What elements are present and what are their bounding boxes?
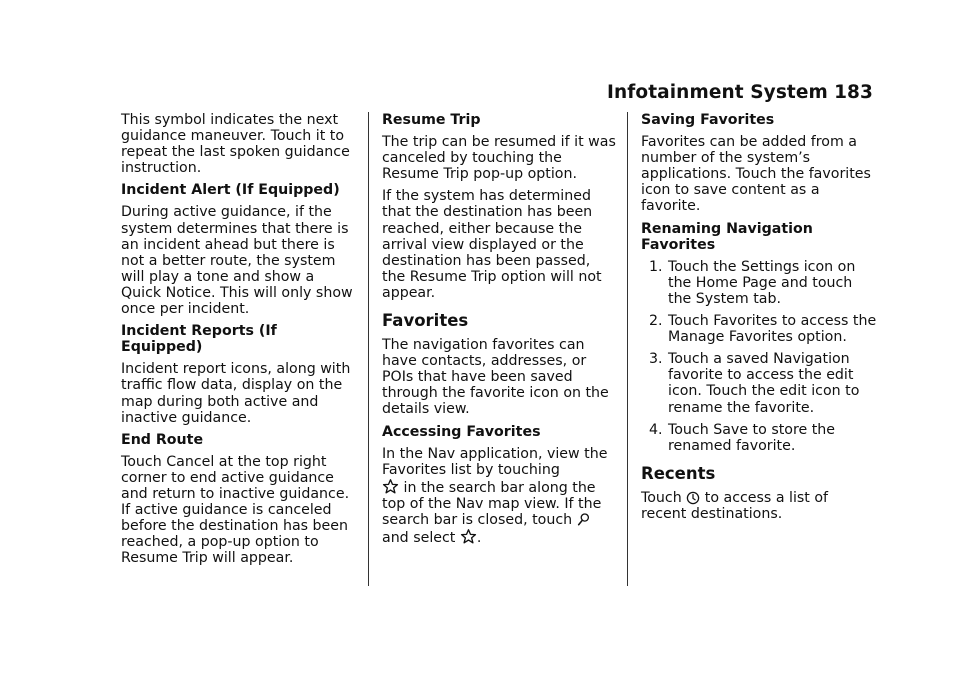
access-text-b: in the search bar along the top of the Nav map view. If the search bar is closed, touch (382, 479, 602, 528)
header-section-title: Infotainment System (607, 82, 828, 103)
header-page-number: 183 (834, 82, 873, 103)
list-item: 4. Touch Save to store the renamed favorite. (649, 421, 835, 454)
access-text-a: In the Nav application, view the Favorites list by touching (382, 445, 608, 478)
recents-section-title: Recents (641, 463, 716, 483)
saving-favorites-paragraph: Favorites can be added from a number of the system’s applications. Touch the favorites icon to save content as a favorite. (641, 134, 871, 215)
magnifier-icon (577, 512, 590, 527)
list-item: 2. Touch Favorites to access the Manage Favorites option. (649, 313, 877, 346)
favorites-paragraph: The navigation favorites can have contacts, addresses, or POIs that have been saved through the favorite icon on the details view. (382, 337, 609, 418)
incident-reports-heading: Incident Reports (If Equipped) (121, 323, 277, 356)
recents-text-b: to access a list of recent destinations. (641, 489, 829, 522)
recents-text-a: Touch (641, 489, 682, 506)
accessing-favorites-heading: Accessing Favorites (382, 423, 541, 440)
resume-trip-paragraph-2: If the system has determined that the destination has been reached, either because the arrival view displayed or the destination has been passed, the Resume Trip option will not appear. (382, 188, 602, 301)
access-text-d: . (476, 530, 482, 547)
column-divider-2 (627, 112, 628, 586)
column-1 (121, 112, 357, 572)
favorites-section-title: Favorites (382, 311, 469, 331)
end-route-heading: End Route (121, 431, 204, 448)
renaming-favorites-heading: Renaming Navigation Favorites (641, 220, 813, 253)
resume-trip-heading: Resume Trip (382, 112, 481, 128)
end-route-paragraph: Touch Cancel at the top right corner to end active guidance and return to inactive guidance. If active guidance is canceled before the destination has been reached, a pop-up option to Resume Trip will appear. (121, 453, 350, 567)
resume-trip-paragraph-1: The trip can be resumed if it was canceled by touching the Resume Trip pop-up option. (382, 134, 616, 183)
page-header (607, 82, 873, 103)
maneuver-paragraph: This symbol indicates the next guidance maneuver. Touch it to repeat the last spoken guidance instruction. (121, 112, 350, 177)
star-outline-icon (382, 478, 399, 495)
renaming-steps-list (641, 259, 877, 454)
column-divider-1 (368, 112, 369, 586)
incident-alert-paragraph: During active guidance, if the system determines that there is an incident ahead but there is not a better route, the system will play a tone and show a Quick Notice. This will only show once per incident. (121, 204, 353, 318)
access-text-c: and select (382, 530, 456, 547)
saving-favorites-heading: Saving Favorites (641, 112, 775, 128)
recents-paragraph (641, 490, 877, 522)
clock-icon (686, 491, 700, 505)
list-item: 3. Touch a saved Navigation favorite to access the edit icon. Touch the edit icon to rename the favorite. (649, 351, 860, 416)
star-outline-icon (460, 528, 477, 545)
column-2 (382, 112, 618, 552)
column-3 (641, 112, 877, 528)
accessing-favorites-paragraph (382, 446, 618, 547)
incident-reports-paragraph: Incident report icons, along with traffic flow data, display on the map during both active and inactive guidance. (121, 361, 351, 426)
list-item: 1. Touch the Settings icon on the Home Page and touch the System tab. (649, 258, 856, 307)
incident-alert-heading: Incident Alert (If Equipped) (121, 182, 340, 199)
